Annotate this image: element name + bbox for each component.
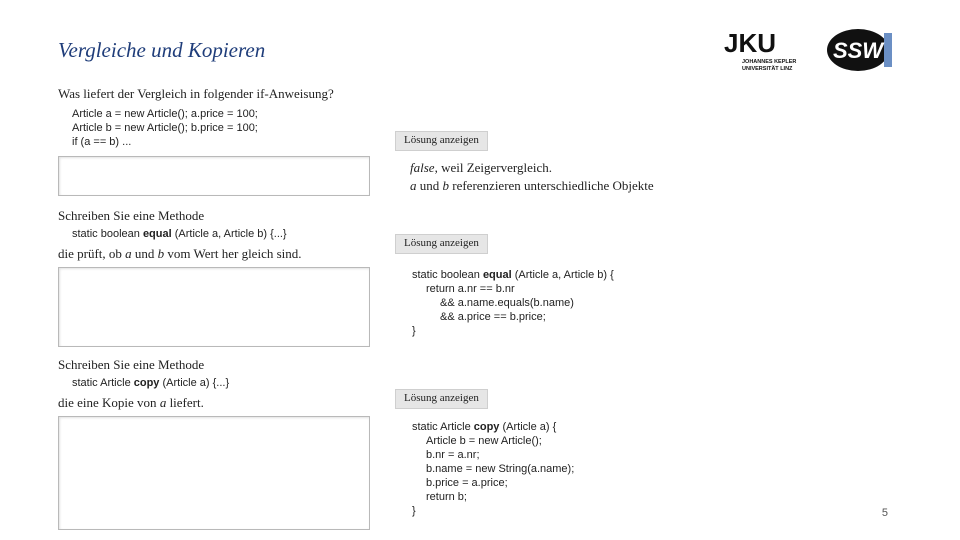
q1-answer-rest: , weil Zeigervergleich. (434, 160, 552, 175)
q3-solution-line: b.name = new String(a.name); (426, 463, 575, 475)
jku-logo-letters: JKU (724, 28, 777, 58)
q3-solution-line: return b; (426, 491, 467, 503)
q2-signature (72, 227, 287, 241)
q3-desc-post: liefert. (166, 395, 204, 410)
q3-desc-var-a: a (159, 395, 167, 410)
ssw-logo (826, 27, 894, 73)
q2-solution-head (412, 268, 614, 282)
q1-answer-word: false (410, 160, 435, 175)
q2-description (58, 246, 302, 262)
q2-solution-line: && a.price == b.price; (440, 311, 546, 323)
q2-solution-head-name: equal (482, 269, 512, 281)
q2-answer-box[interactable] (58, 267, 370, 347)
jku-logo-subtitle-2: UNIVERSITÄT LINZ (742, 66, 793, 72)
q2-solution-head-post: (Article a, Article b) { (511, 269, 614, 281)
q1-code (72, 107, 258, 149)
q3-solution-line: Article b = new Article(); (426, 435, 542, 447)
q1-answer-box[interactable] (58, 156, 370, 196)
q2-desc-var-b: b (157, 246, 165, 261)
q1-var-a: a (410, 178, 417, 193)
q2-signature-post: (Article a, Article b) {...} (171, 228, 287, 240)
q2-intro: Schreiben Sie eine Methode (58, 208, 205, 223)
q2-solution (412, 268, 614, 338)
q3-solution-head-name: copy (473, 421, 500, 433)
q2-solution-line: return a.nr == b.nr (426, 283, 515, 295)
q3-answer-box[interactable] (58, 416, 370, 530)
q3-solution-line: b.price = a.price; (426, 477, 508, 489)
q2-desc-mid: und (131, 246, 158, 261)
jku-logo (722, 28, 812, 74)
q1-code-line: Article b = new Article(); b.price = 100; (72, 122, 258, 134)
q2-solution-head-pre: static boolean (412, 269, 483, 281)
q2-solution-line: } (412, 325, 416, 337)
page-number: 5 (881, 507, 888, 519)
q2-desc-var-a: a (125, 246, 132, 261)
q3-show-solution-button[interactable]: Lösung anzeigen (395, 389, 488, 409)
q3-solution-line: b.nr = a.nr; (426, 449, 480, 461)
q3-solution-head-pre: static Article (412, 421, 474, 433)
q3-signature-post: (Article a) {...} (159, 377, 230, 389)
jku-logo-subtitle-1: JOHANNES KEPLER (742, 59, 797, 65)
q3-solution-head-post: (Article a) { (499, 421, 557, 433)
q1-answer-line2-rest: referenzieren unterschiedliche Objekte (449, 178, 654, 193)
q2-desc-post: vom Wert her gleich sind. (164, 246, 302, 261)
q1-code-line: if (a == b) ... (72, 136, 132, 148)
q3-description (58, 395, 204, 411)
q3-solution-line: } (412, 505, 416, 517)
q1-show-solution-button[interactable]: Lösung anzeigen (395, 131, 488, 151)
q3-solution (412, 420, 574, 518)
q1-und: und (416, 178, 443, 193)
q1-var-b: b (442, 178, 449, 193)
q2-solution-line: && a.name.equals(b.name) (440, 297, 574, 309)
q3-solution-head (412, 420, 574, 434)
q3-signature-name: copy (133, 377, 160, 389)
ssw-logo-letters: SSW (832, 38, 884, 63)
q2-desc-pre: die prüft, ob (58, 246, 126, 261)
q2-signature-name: equal (142, 228, 172, 240)
q3-signature (72, 376, 229, 390)
q1-code-line: Article a = new Article(); a.price = 100; (72, 108, 258, 120)
q1-solution-line-1 (410, 160, 552, 176)
q3-signature-pre: static Article (72, 377, 134, 389)
q3-desc-pre: die eine Kopie von (58, 395, 160, 410)
slide-title: Vergleiche und Kopieren (58, 38, 266, 62)
q2-show-solution-button[interactable]: Lösung anzeigen (395, 234, 488, 254)
q2-signature-pre: static boolean (72, 228, 143, 240)
q1-solution-line-2 (410, 178, 654, 194)
q3-intro: Schreiben Sie eine Methode (58, 357, 205, 372)
q1-question: Was liefert der Vergleich in folgender if-Anweisung? (58, 86, 334, 101)
